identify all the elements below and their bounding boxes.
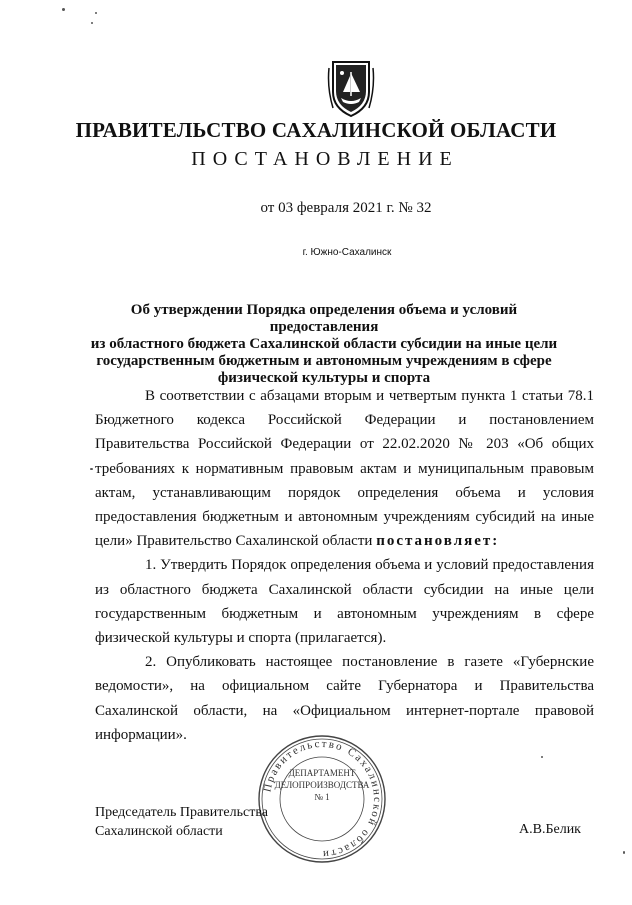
- signer-name: А.В.Белик: [519, 822, 581, 837]
- scan-speck: [91, 22, 93, 24]
- city-name: г. Южно-Сахалинск: [302, 247, 392, 258]
- item-2-paragraph: 2. Опубликовать настоящее постановление в газете «Губернские ведомости», на официальном сайте Губернатора и Правительства Сахалинской области, на «Официальном интернет-портале правовой информации».: [95, 654, 594, 743]
- government-title: ПРАВИТЕЛЬСТВО САХАЛИНСКОЙ ОБЛАСТИ: [75, 118, 557, 142]
- preamble-text: В соответствии с абзацами вторым и четвертым пункта 1 статьи 78.1 Бюджетного кодекса Российской Федерации и постановлением Правительства Российской Федерации от 22.02.2020 № 203 «Об общих требованиях к нормативным правовым актам и муниципальным правовым актам, устанавливающим порядок определения объема и условия предоставления бюджетным и автономным учреждениям субсидий на иные цели» Правительство Сахалинской области: [95, 388, 594, 550]
- title-line: из областного бюджета Сахалинской области субсидии на иные цели: [90, 336, 558, 352]
- decree-word: постановляет:: [376, 533, 500, 550]
- signer-position: [95, 803, 268, 841]
- title-line: физической культуры и спорта: [217, 370, 431, 386]
- stamp-line: № 1: [314, 792, 330, 802]
- signer-position-line: Сахалинской области: [95, 824, 223, 839]
- preamble-paragraph: [95, 384, 594, 553]
- stamp-ring-text: Правительство Сахалинской области: [261, 737, 384, 861]
- stamp-line: ДЕПАРТАМЕНТ: [288, 768, 356, 778]
- title-line: Об утверждении Порядка определения объема и условий предоставления: [130, 302, 518, 335]
- document-body: [95, 384, 594, 747]
- scan-speck: [90, 468, 93, 470]
- signer-position-line: Председатель Правительства: [95, 805, 268, 820]
- document-type: ПОСТАНОВЛЕНИЕ: [191, 148, 459, 170]
- document-title: [90, 302, 558, 387]
- scan-speck: [95, 12, 97, 14]
- scan-speck: [541, 756, 543, 758]
- document-date-number: от 03 февраля 2021 г. № 32: [260, 200, 432, 216]
- coat-of-arms-icon: [327, 58, 375, 120]
- scan-speck: [62, 8, 65, 11]
- item-1-paragraph: 1. Утвердить Порядок определения объема и условий предоставления из областного бюджета Сахалинской области субсидии на иные цели государственным бюджетным и автономным учреждениям в сфере физической культуры и спорта (прилагается).: [95, 557, 594, 647]
- stamp-inner-text: [270, 767, 374, 803]
- title-line: государственным бюджетным и автономным учреждениям в сфере: [96, 353, 552, 369]
- scan-speck: [623, 851, 625, 854]
- stamp-line: ДЕЛОПРОИЗВОДСТВА: [274, 780, 370, 790]
